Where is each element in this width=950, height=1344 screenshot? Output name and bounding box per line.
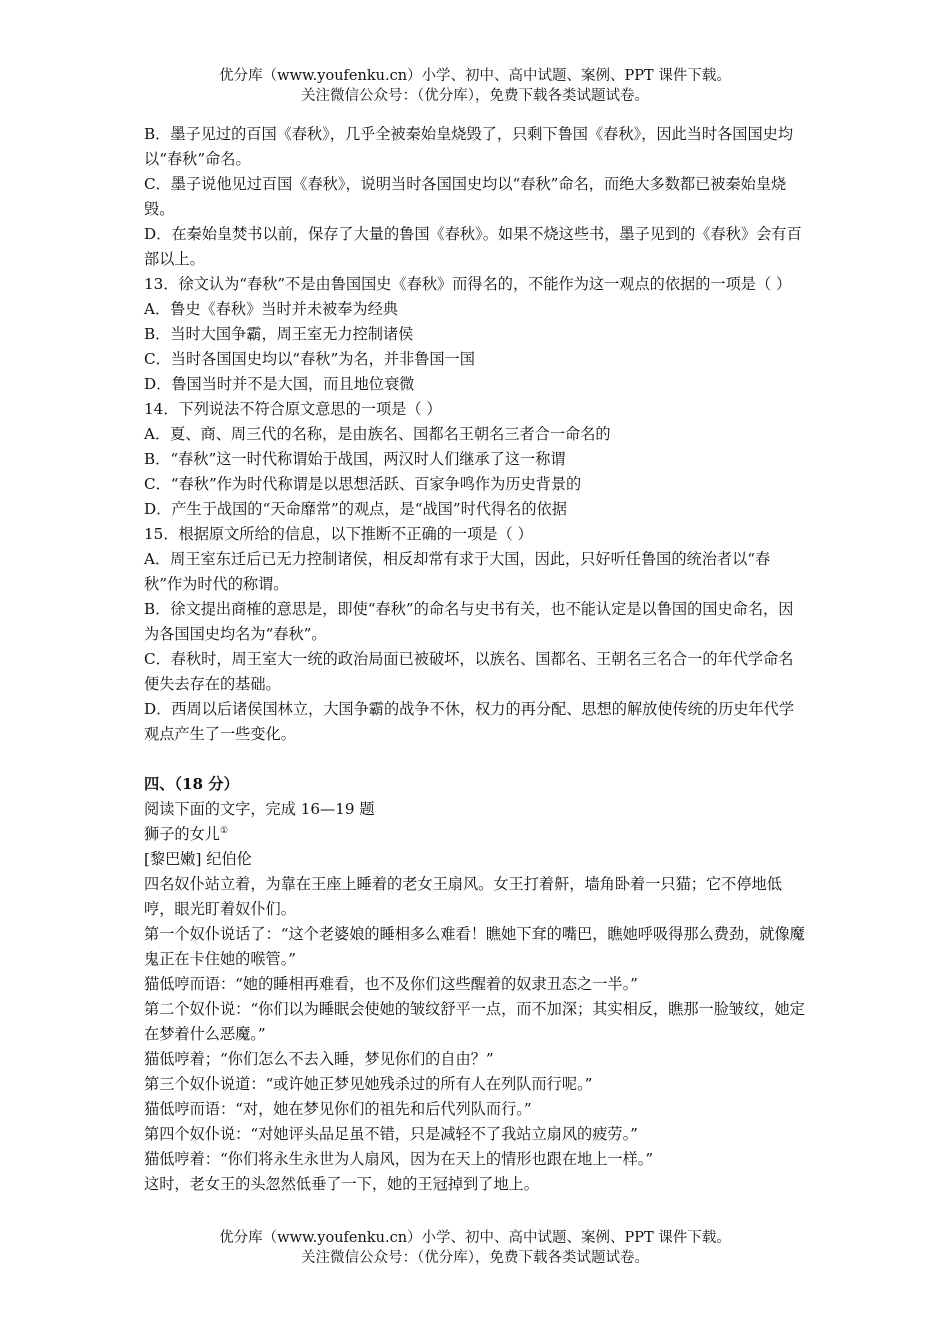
q14-option-d: D．产生于战国的“天命靡常”的观点，是“战国”时代得名的依据: [144, 500, 567, 518]
q15-stem: 15．根据原文所给的信息，以下推断不正确的一项是（ ）: [144, 525, 533, 543]
story-paragraph: 猫低哼而语：“她的睡相再难看，也不及你们这些醒着的奴隶丑态之一半。”: [144, 975, 638, 993]
story-paragraph: 猫低哼而语：“对，她在梦见你们的祖先和后代列队而行。”: [144, 1100, 532, 1118]
footer-line-2: 关注微信公众号：（优分库），免费下载各类试题试卷。: [301, 1250, 649, 1266]
q13-option-a: A．鲁史《春秋》当时并未被奉为经典: [144, 300, 398, 318]
q12-option-b: B．墨子见过的百国《春秋》，几乎全被秦始皇烧毁了，只剩下鲁国《春秋》，因此当时各国国史均以“春秋”命名。: [144, 125, 794, 168]
story-paragraph: 第一个奴仆说话了：“这个老婆娘的睡相多么难看！瞧她下耷的嘴巴，瞧她呼吸得那么费劲，就像魔鬼正在卡住她的喉管。”: [144, 925, 805, 968]
q15-option-d: D．西周以后诸侯国林立，大国争霸的战争不休，权力的再分配、思想的解放使传统的历史年代学观点产生了一些变化。: [144, 700, 795, 743]
document-body: [144, 122, 808, 1197]
story-paragraph: 四名奴仆站立着，为靠在王座上睡着的老女王扇风。女王打着鼾，墙角卧着一只猫；它不停地低哼，眼光盯着奴仆们。: [144, 875, 782, 918]
story-paragraph: 猫低哼着；“你们怎么不去入睡，梦见你们的自由？”: [144, 1050, 494, 1068]
footnote-marker: ①: [219, 825, 229, 836]
header-line-2: 关注微信公众号：（优分库），免费下载各类试题试卷。: [301, 88, 649, 104]
q13-option-c: C．当时各国国史均以“春秋”为名，并非鲁国一国: [144, 350, 475, 368]
q15-option-c: C．春秋时，周王室大一统的政治局面已被破坏，以族名、国都名、王朝名三名合一的年代学命名便失去存在的基础。: [144, 650, 794, 693]
page-header: [0, 66, 950, 106]
story-paragraph: 第三个奴仆说道：“或许她正梦见她残杀过的所有人在列队而行呢。”: [144, 1075, 593, 1093]
story-title: [144, 822, 808, 847]
story-author: [黎巴嫩] 纪伯伦: [144, 850, 252, 868]
section-spacer: [144, 747, 808, 772]
section-heading: 四、（18 分）: [144, 775, 239, 793]
page-footer: [0, 1228, 950, 1268]
q15-option-a: A．周王室东迁后已无力控制诸侯，相反却常有求于大国，因此，只好听任鲁国的统治者以“春秋”作为时代的称谓。: [144, 550, 771, 593]
q12-option-c: C．墨子说他见过百国《春秋》，说明当时各国国史均以“春秋”命名，而绝大多数都已被秦始皇烧毁。: [144, 175, 787, 218]
q13-option-d: D．鲁国当时并不是大国，而且地位衰微: [144, 375, 415, 393]
header-line-1: 优分库（www.youfenku.cn）小学、初中、高中试题、案例、PPT 课件下载。: [219, 68, 731, 84]
story-paragraph: 猫低哼着：“你们将永生永世为人扇风，因为在天上的情形也跟在地上一样。”: [144, 1150, 654, 1168]
story-paragraph: 第二个奴仆说：“你们以为睡眠会使她的皱纹舒平一点，而不加深；其实相反，瞧那一脸皱纹，她定在梦着什么恶魔。”: [144, 1000, 805, 1043]
q13-stem: 13．徐文认为“春秋”不是由鲁国国史《春秋》而得名的，不能作为这一观点的依据的一项是（ ）: [144, 275, 792, 293]
q15-option-b: B．徐文提出商榷的意思是，即使“春秋”的命名与史书有关，也不能认定是以鲁国的国史命名，因为各国国史均名为“春秋”。: [144, 600, 794, 643]
q14-stem: 14．下列说法不符合原文意思的一项是（ ）: [144, 400, 442, 418]
footer-line-1: 优分库（www.youfenku.cn）小学、初中、高中试题、案例、PPT 课件下载。: [219, 1230, 731, 1246]
q12-option-d: D．在秦始皇焚书以前，保存了大量的鲁国《春秋》。如果不烧这些书，墨子见到的《春秋》会有百部以上。: [144, 225, 802, 268]
q14-option-b: B．“春秋”这一时代称谓始于战国，两汉时人们继承了这一称谓: [144, 450, 566, 468]
reading-instruction: 阅读下面的文字，完成 16—19 题: [144, 800, 375, 818]
q13-option-b: B．当时大国争霸，周王室无力控制诸侯: [144, 325, 414, 343]
q14-option-c: C．“春秋”作为时代称谓是以思想活跃、百家争鸣作为历史背景的: [144, 475, 582, 493]
story-title-text: 狮子的女儿: [144, 825, 220, 843]
q14-option-a: A．夏、商、周三代的名称，是由族名、国都名王朝名三者合一命名的: [144, 425, 611, 443]
story-paragraph: 第四个奴仆说：“对她评头品足虽不错，只是减轻不了我站立扇风的疲劳。”: [144, 1125, 638, 1143]
story-paragraph: 这时，老女王的头忽然低垂了一下，她的王冠掉到了地上。: [144, 1175, 539, 1193]
